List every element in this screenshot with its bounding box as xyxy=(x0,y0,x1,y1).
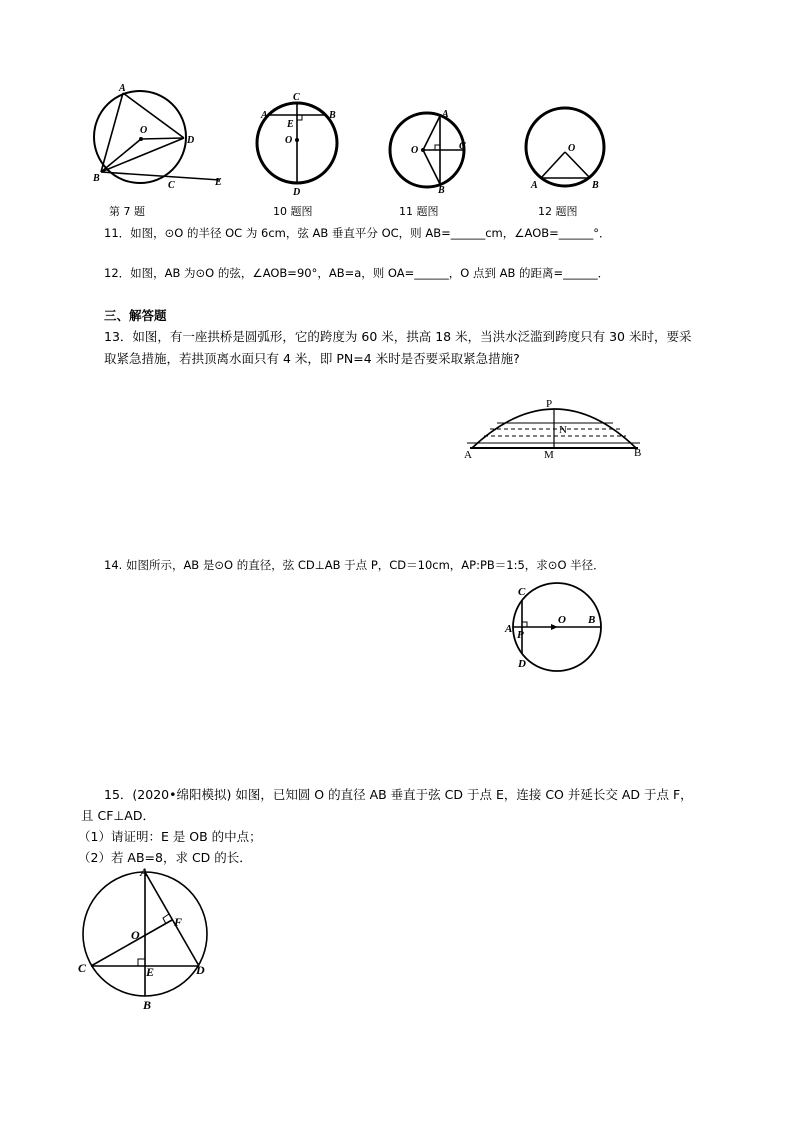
question-12: 12．如图，AB 为⊙O 的弦，∠AOB=90°，AB=a，则 OA=______，O 点到 AB 的距离=______． xyxy=(104,266,610,280)
question-15-part1: （1）请证明：E 是 OB 的中点； xyxy=(78,829,262,844)
caption-fig11: 11 题图 xyxy=(399,205,439,218)
f12-label-o: O xyxy=(568,143,576,154)
f15-label-d: D xyxy=(196,963,205,977)
caption-fig7: 第 7 题 xyxy=(109,205,145,218)
f10-label-d: D xyxy=(293,187,301,198)
f14-label-o: O xyxy=(558,614,566,626)
question-15-line2: 且 CF⊥AD． xyxy=(81,808,155,823)
f7-label-b: B xyxy=(93,173,100,184)
f11-label-o: O xyxy=(411,145,419,156)
f7-label-d: D xyxy=(187,135,195,146)
f10-label-o: O xyxy=(285,135,293,146)
f15-label-c: C xyxy=(78,961,87,975)
f13-label-a: A xyxy=(464,449,472,461)
question-11: 11．如图，⊙O 的半径 OC 为 6cm，弦 AB 垂直平分 OC，则 AB=______cm，∠AOB=______°． xyxy=(104,226,611,240)
f12-label-a: A xyxy=(531,180,538,191)
f14-label-b: B xyxy=(588,614,596,626)
f7-label-a: A xyxy=(119,83,126,94)
f11-label-c: C xyxy=(459,141,466,152)
f13-label-p: P xyxy=(546,398,553,410)
f15-label-a: A xyxy=(140,865,149,879)
f10-label-a: A xyxy=(261,110,268,121)
f15-label-b: B xyxy=(143,998,152,1012)
f7-label-o: O xyxy=(140,125,148,136)
f11-label-a: A xyxy=(442,109,449,120)
f10-label-b: B xyxy=(329,110,336,121)
f13-label-b: B xyxy=(634,447,642,459)
section-heading: 三、解答题 xyxy=(104,308,167,323)
question-14: 14. 如图所示，AB 是⊙O 的直径，弦 CD⊥AB 于点 P，CD＝10cm，AP:PB＝1:5，求⊙O 半径． xyxy=(104,558,605,572)
f13-label-n: N xyxy=(559,424,567,436)
question-15-line1: 15．(2020•绵阳模拟) 如图，已知圆 O 的直径 AB 垂直于弦 CD 于点 E，连接 CO 并延长交 AD 于点 F， xyxy=(104,787,693,802)
f15-label-f: F xyxy=(174,915,183,929)
caption-fig12: 12 题图 xyxy=(538,205,578,218)
f7-label-e: E xyxy=(215,177,222,188)
question-13-line1: 13．如图，有一座拱桥是圆弧形，它的跨度为 60 米，拱高 18 米，当洪水泛滥到跨度只有 30 米时，要采 xyxy=(104,329,692,344)
f12-label-b: B xyxy=(592,180,599,191)
caption-fig10: 10 题图 xyxy=(273,205,313,218)
f14-label-p: P xyxy=(517,629,524,641)
f14-label-d: D xyxy=(518,658,526,670)
f10-label-e: E xyxy=(287,119,294,130)
f10-label-c: C xyxy=(293,92,300,103)
f14-label-c: C xyxy=(518,586,526,598)
f15-label-o: O xyxy=(131,928,140,942)
f7-label-c: C xyxy=(168,180,175,191)
question-15-part2: （2）若 AB=8，求 CD 的长． xyxy=(78,850,252,865)
f14-label-a: A xyxy=(505,623,513,635)
question-13-line2: 取紧急措施，若拱顶离水面只有 4 米，即 PN=4 米时是否要采取紧急措施? xyxy=(104,351,520,366)
f13-label-m: M xyxy=(544,449,554,461)
f15-label-e: E xyxy=(146,965,155,979)
f11-label-b: B xyxy=(438,185,445,196)
